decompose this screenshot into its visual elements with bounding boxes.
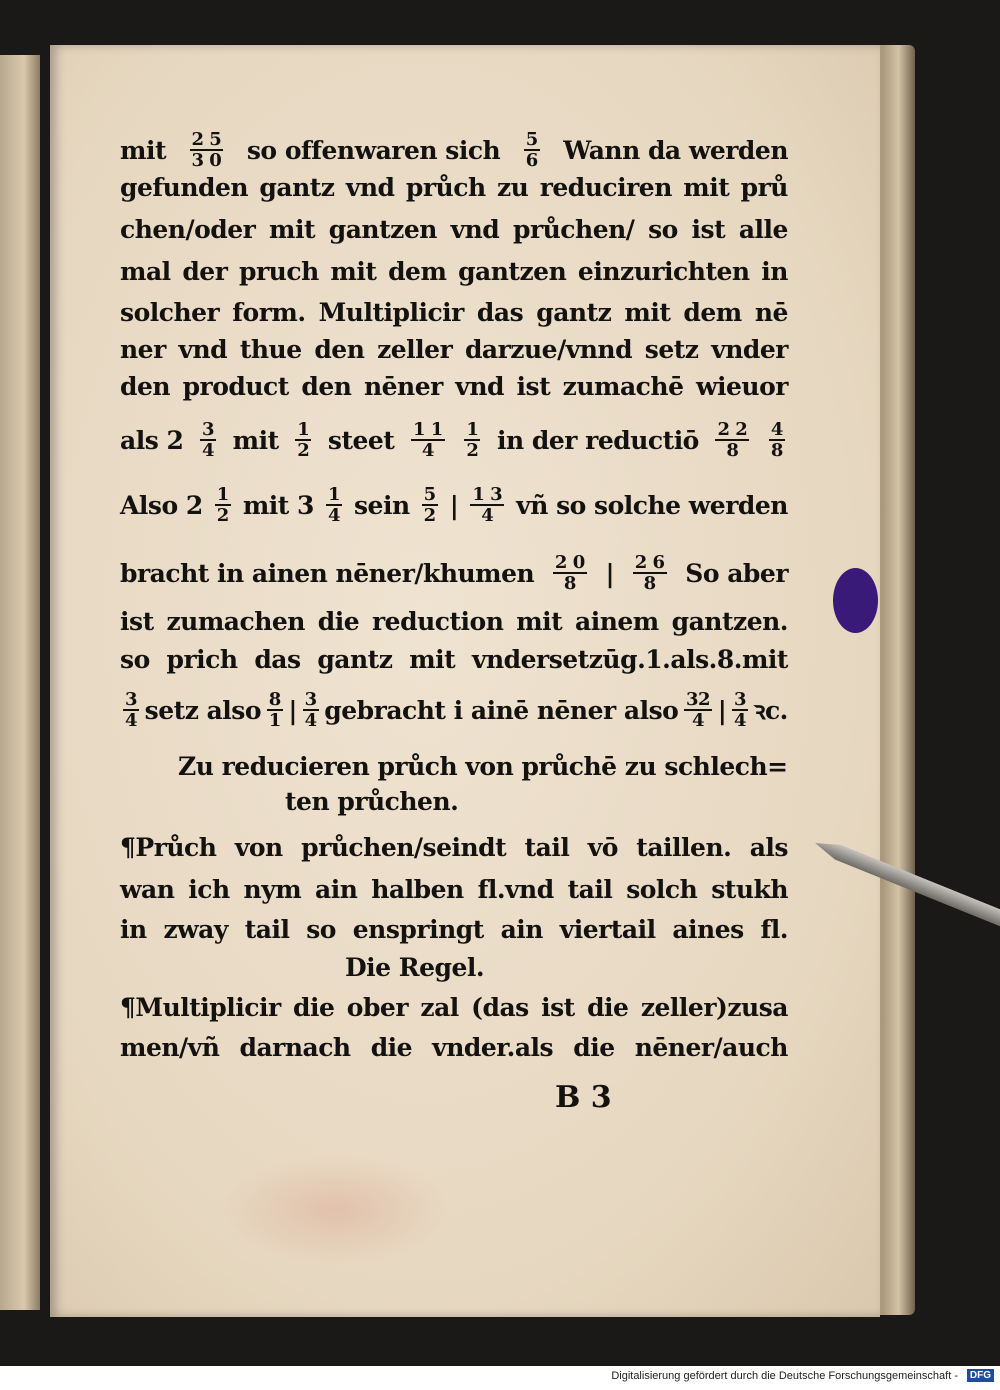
denominator: 4 — [692, 710, 705, 731]
denominator: 4 — [327, 505, 340, 526]
numerator: 8 — [268, 689, 281, 710]
word: mit — [624, 298, 671, 327]
word: gantz — [536, 298, 612, 327]
word: prich — [166, 645, 238, 674]
word: ist — [516, 372, 551, 401]
word: den — [314, 335, 365, 364]
numerator: 2 5 — [191, 129, 222, 150]
word: die — [317, 607, 360, 636]
word: darzue/vnnd — [464, 335, 633, 364]
text-segment: | — [449, 490, 459, 520]
word: mit — [269, 215, 316, 244]
text-segment: mit 3 — [242, 490, 314, 520]
text-segment: mit — [120, 135, 166, 165]
word: pruch — [239, 257, 319, 286]
text-segment: | — [605, 558, 615, 588]
word: reduciren — [539, 173, 672, 202]
fraction — [303, 690, 319, 730]
funding-notice: Digitalisierung gefördert durch die Deutsche Forschungsgemeinschaft - — [611, 1370, 958, 1382]
denominator: 2 — [216, 505, 229, 526]
word: nēner/auch — [634, 1033, 788, 1062]
word: so — [120, 645, 150, 674]
word: den — [301, 372, 352, 401]
text-segment: Also 2 — [120, 490, 203, 520]
word: chen/oder — [120, 215, 256, 244]
fraction — [326, 485, 342, 525]
numerator: 4 — [770, 419, 783, 440]
denominator: 8 — [726, 440, 739, 461]
fraction — [715, 420, 749, 460]
word: prů — [740, 173, 788, 202]
word: die — [293, 993, 335, 1022]
numerator: 2 2 — [717, 419, 748, 440]
word: ist — [541, 993, 575, 1022]
fraction — [732, 690, 748, 730]
word: (das — [471, 993, 529, 1022]
word: darnach — [239, 1033, 351, 1062]
word: in — [120, 915, 147, 944]
numerator: 3 — [304, 689, 317, 710]
word: ober — [346, 993, 409, 1022]
text-line — [120, 215, 788, 244]
word: das — [254, 645, 301, 674]
denominator: 2 — [423, 505, 436, 526]
denominator: 8 — [563, 573, 576, 594]
fraction — [123, 690, 139, 730]
word: zumachē — [562, 372, 684, 401]
denominator: 4 — [481, 505, 494, 526]
word: ist — [120, 607, 154, 636]
word: mit — [516, 607, 563, 636]
word: einzurichten — [577, 257, 750, 286]
word: ain — [500, 915, 543, 944]
word: dem — [683, 298, 742, 327]
text-segment: bracht in ainen nēner/khumen — [120, 558, 535, 588]
numerator: 1 — [466, 419, 479, 440]
word: den — [120, 372, 171, 401]
text-line — [120, 993, 788, 1022]
numerator: 2 0 — [554, 552, 585, 573]
word: vnder.als — [432, 1033, 554, 1062]
word: vnd — [450, 215, 500, 244]
left-page-edge — [0, 55, 40, 1310]
word: solch — [626, 875, 698, 904]
text-line — [120, 257, 788, 286]
word: das — [476, 298, 524, 327]
word: wieuor — [696, 372, 788, 401]
fraction — [295, 420, 311, 460]
denominator: 2 — [297, 440, 310, 461]
word: vnd — [345, 173, 395, 202]
text-line — [120, 875, 788, 904]
word: setz — [644, 335, 699, 364]
word: průchen/seindt — [301, 833, 507, 862]
word: zeller — [377, 335, 453, 364]
text-line — [120, 553, 788, 593]
text-segment: | — [717, 695, 727, 725]
footer-bar — [0, 1366, 1000, 1390]
numerator: 5 — [525, 129, 538, 150]
denominator: 4 — [421, 440, 434, 461]
text-segment: in der reductiō — [497, 425, 699, 455]
text-segment: so offenwaren sich — [246, 135, 501, 165]
word: die — [573, 1033, 615, 1062]
text-segment: ꝛc. — [753, 696, 788, 725]
word: taillen. — [636, 833, 732, 862]
word: ¶Multiplicir — [120, 993, 281, 1022]
word: gefunden — [120, 173, 249, 202]
numerator: 3 — [201, 419, 215, 440]
fraction — [633, 553, 667, 593]
denominator: 4 — [733, 710, 746, 731]
word: gantzen. — [671, 607, 788, 636]
word: product — [182, 372, 289, 401]
word: mit — [330, 257, 377, 286]
word: fl. — [760, 915, 788, 944]
fraction — [464, 420, 480, 460]
word: zal — [420, 993, 459, 1022]
numerator: 1 — [216, 484, 229, 505]
word: stukh — [711, 875, 788, 904]
text-line — [120, 833, 788, 862]
word: ainem — [575, 607, 659, 636]
text-line — [120, 1033, 788, 1062]
numerator: 3 — [125, 689, 138, 710]
denominator: 6 — [525, 150, 538, 171]
text-segment: ten průchen. — [285, 787, 459, 816]
word: so — [648, 215, 678, 244]
word: ist — [691, 215, 726, 244]
denominator: 4 — [125, 710, 138, 731]
text-segment: Wann da werden — [563, 135, 788, 165]
numerator: 3 — [733, 689, 746, 710]
text-segment: gebracht i ainē nēner also — [324, 695, 679, 725]
word: als — [749, 833, 788, 862]
fraction — [267, 690, 283, 730]
text-line — [120, 130, 788, 170]
text-segment: steet — [327, 425, 395, 455]
word: die — [587, 993, 629, 1022]
word: ner — [120, 335, 166, 364]
word: alle — [738, 215, 788, 244]
denominator: 4 — [304, 710, 317, 731]
text-segment: vñ so solche werden — [516, 490, 788, 520]
text-line — [120, 607, 788, 636]
word: mit — [683, 173, 730, 202]
fraction — [769, 420, 785, 460]
paper-stain — [220, 1155, 450, 1265]
signature-mark: B 3 — [555, 1080, 612, 1115]
word: ¶Průch — [120, 833, 217, 862]
word: gantzen — [328, 215, 437, 244]
text-line — [120, 690, 788, 730]
word: zeller)zusa — [640, 993, 788, 1022]
numerator: 1 — [297, 419, 310, 440]
text-line — [178, 752, 788, 781]
word: tail — [244, 915, 290, 944]
text-line — [120, 485, 788, 525]
text-line — [120, 335, 788, 364]
word: průchen/ — [512, 215, 635, 244]
word: in — [761, 257, 788, 286]
dfg-logo: DFG — [967, 1369, 994, 1382]
word: der — [182, 257, 228, 286]
text-line — [120, 420, 788, 460]
fraction — [422, 485, 438, 525]
text-segment: Zu reducieren průch von průchē zu schlech= — [178, 752, 788, 781]
word: halben — [371, 875, 464, 904]
word: enspringt — [352, 915, 484, 944]
fraction — [411, 420, 445, 460]
word: vnd — [178, 335, 228, 364]
text-line — [285, 787, 458, 816]
word: viertail — [559, 915, 656, 944]
fraction — [470, 485, 504, 525]
word: reduction — [372, 607, 504, 636]
word: gantzen — [458, 257, 567, 286]
text-line — [345, 953, 484, 982]
word: nym — [243, 875, 302, 904]
text-segment: setz also — [144, 695, 262, 725]
word: zu — [496, 173, 529, 202]
text-segment: mit — [232, 425, 279, 455]
text-segment: So aber — [685, 558, 788, 588]
word: so — [306, 915, 336, 944]
word: průch — [405, 173, 486, 202]
text-segment: Die Regel. — [345, 953, 485, 982]
word: solcher — [120, 298, 220, 327]
word: vnder — [711, 335, 788, 364]
fraction — [200, 420, 216, 460]
fraction — [684, 690, 712, 730]
word: ain — [315, 875, 358, 904]
word: zumachen — [166, 607, 305, 636]
word: tail — [567, 875, 613, 904]
word: Multiplicir — [318, 298, 464, 327]
denominator: 1 — [268, 710, 281, 731]
word: tail — [524, 833, 570, 862]
text-line — [120, 372, 788, 401]
denominator: 4 — [201, 440, 215, 461]
word: ich — [188, 875, 230, 904]
word: thue — [239, 335, 302, 364]
fraction — [524, 130, 540, 170]
text-line — [120, 915, 788, 944]
word: zway — [163, 915, 228, 944]
text-segment: als 2 — [120, 425, 184, 455]
word: gantz — [317, 645, 393, 674]
word: nēner — [363, 372, 443, 401]
word: gantz — [259, 173, 335, 202]
numerator: 1 3 — [472, 484, 503, 505]
denominator: 2 — [466, 440, 479, 461]
text-segment: | — [288, 695, 297, 725]
fraction — [215, 485, 231, 525]
numerator: 32 — [685, 689, 711, 710]
numerator: 1 — [327, 484, 340, 505]
word: men/vñ — [120, 1033, 220, 1062]
word: aines — [672, 915, 744, 944]
word: vō — [587, 833, 618, 862]
word: vndersetzūg.1.als.8.mit — [471, 645, 788, 674]
word: mit — [409, 645, 456, 674]
fraction — [190, 130, 224, 170]
word: von — [234, 833, 283, 862]
numerator: 1 1 — [412, 419, 443, 440]
denominator: 8 — [770, 440, 783, 461]
word: dem — [388, 257, 447, 286]
numerator: 2 6 — [634, 552, 665, 573]
word: nē — [754, 298, 788, 327]
word: vnd — [455, 372, 504, 401]
text-line — [120, 645, 788, 674]
word: die — [370, 1033, 413, 1062]
numerator: 5 — [423, 484, 436, 505]
ink-spot — [833, 568, 878, 633]
fraction — [553, 553, 587, 593]
denominator: 3 0 — [191, 150, 222, 171]
text-line — [120, 173, 788, 202]
text-line — [120, 298, 788, 327]
word: fl.vnd — [477, 875, 554, 904]
text-segment: sein — [353, 490, 410, 520]
word: mal — [120, 257, 171, 286]
denominator: 8 — [643, 573, 656, 594]
word: form. — [232, 298, 306, 327]
word: wan — [120, 875, 175, 904]
